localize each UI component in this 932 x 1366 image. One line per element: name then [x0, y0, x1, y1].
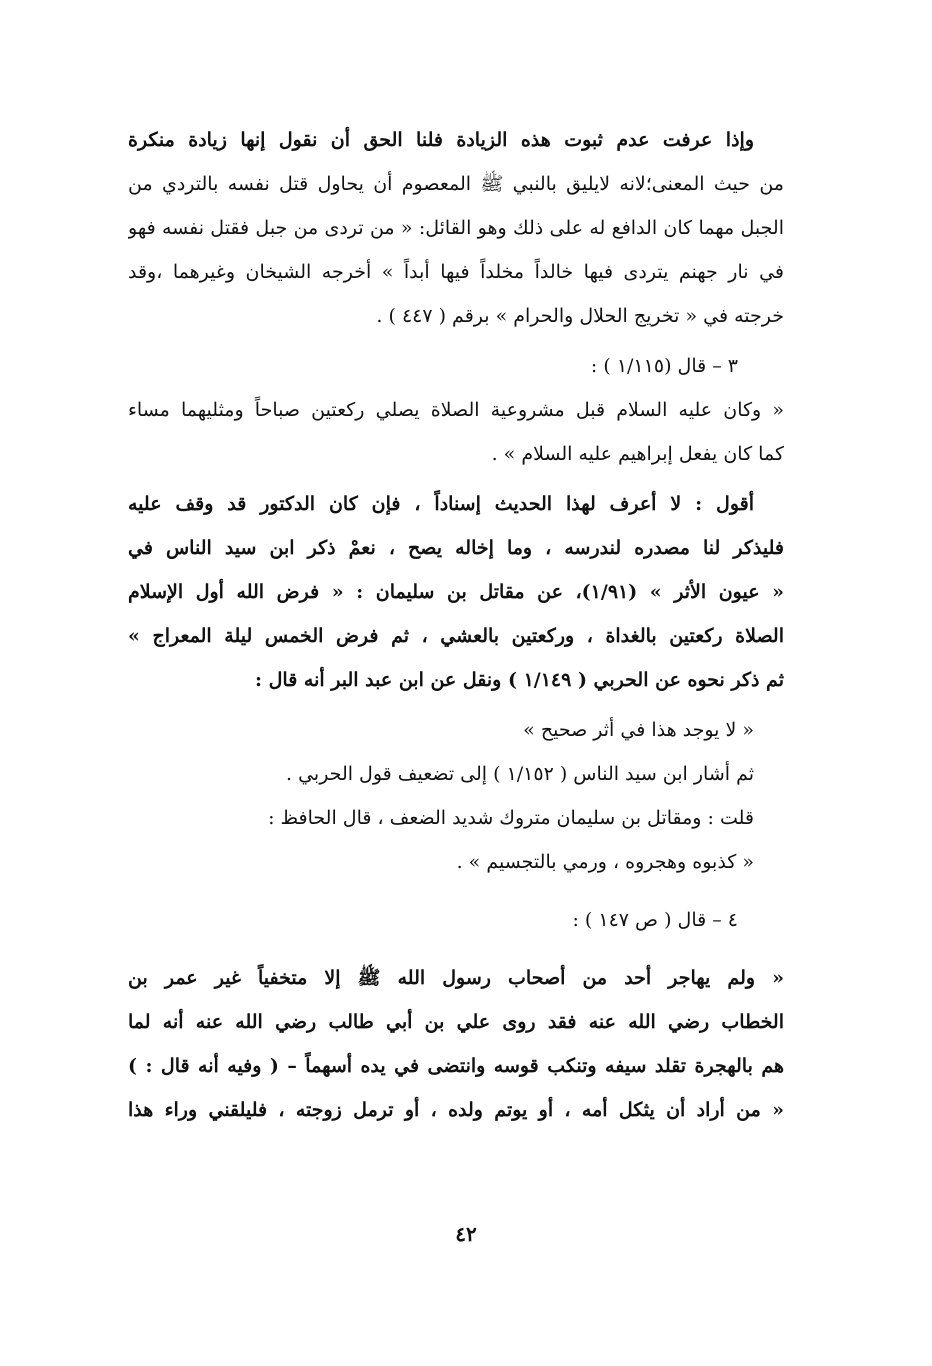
- section-heading: ٤ – قال ( ص ١٤٧ ) :: [572, 909, 738, 931]
- text-line: « عيون الأثر » (١/٩١)، عن مقاتل بن سليمان : « فرض الله أول الإسلام: [128, 581, 784, 603]
- quote-line: « ولم يهاجر أحد من أصحاب رسول الله ﷺ إلا متخفياً غير عمر بن: [128, 967, 784, 989]
- text-line: من حيث المعنى؛لانه لايليق بالنبي ﷺ المعصوم أن يحاول قتل نفسه بالتردي من: [128, 173, 784, 195]
- quote-line: « وكان عليه السلام قبل مشروعية الصلاة يصلي ركعتين صباحاً ومثليهما مساء: [128, 399, 784, 421]
- page-number: ٤٢: [455, 1222, 477, 1246]
- body-text: [128, 118, 784, 1132]
- quote-line: الخطاب رضي الله عنه فقد روى علي بن أبي طالب رضي الله عنه أنه لما: [128, 1011, 784, 1033]
- text-line: قلت : ومقاتل بن سليمان متروك شديد الضعف ، قال الحافظ :: [268, 807, 754, 829]
- text-line: ثم أشار ابن سيد الناس ( ١/١٥٢ ) إلى تضعيف قول الحربي .: [286, 763, 754, 785]
- text-line: الصلاة ركعتين بالغداة ، وركعتين بالعشي ، ثم فرض الخمس ليلة المعراج »: [128, 625, 784, 647]
- text-line: في نار جهنم يتردى فيها خالداً مخلداً فيها أبداً » أخرجه الشيخان وغيرهما ،وقد: [128, 261, 784, 283]
- text-line: فليذكر لنا مصدره لندرسه ، وما إخاله يصح ، نعمْ ذكر ابن سيد الناس في: [128, 537, 784, 559]
- text-line: أقول : لا أعرف لهذا الحديث إسناداً ، فإن كان الدكتور قد وقف عليه: [128, 493, 754, 515]
- quote-line: هم بالهجرة تقلد سيفه وتنكب قوسه وانتضى في يده أسهماً – ( وفيه أنه قال : ): [128, 1055, 784, 1077]
- quote-line: « من أراد أن يثكل أمه ، أو يوتم ولده ، أو ترمل زوجته ، فليلقني وراء هذا: [128, 1099, 784, 1121]
- quote-line: « لا يوجد هذا في أثر صحيح »: [523, 719, 754, 741]
- quote-line: « كذبوه وهجروه ، ورمي بالتجسيم » .: [456, 851, 754, 873]
- quote-line: كما كان يفعل إبراهيم عليه السلام » .: [491, 443, 784, 465]
- section-heading: ٣ – قال (١/١١٥ ) :: [590, 355, 738, 377]
- text-line: ثم ذكر نحوه عن الحربي ( ١/١٤٩ ) ونقل عن ابن عبد البر أنه قال :: [254, 669, 784, 691]
- text-line: خرجته في « تخريج الحلال والحرام » برقم ( ٤٤٧ ) .: [376, 305, 784, 327]
- text-line: الجبل مهما كان الدافع له على ذلك وهو القائل: « من تردى من جبل فقتل نفسه فهو: [128, 217, 784, 239]
- text-line: وإذا عرفت عدم ثبوت هذه الزيادة فلنا الحق أن نقول إنها زيادة منكرة: [128, 129, 754, 151]
